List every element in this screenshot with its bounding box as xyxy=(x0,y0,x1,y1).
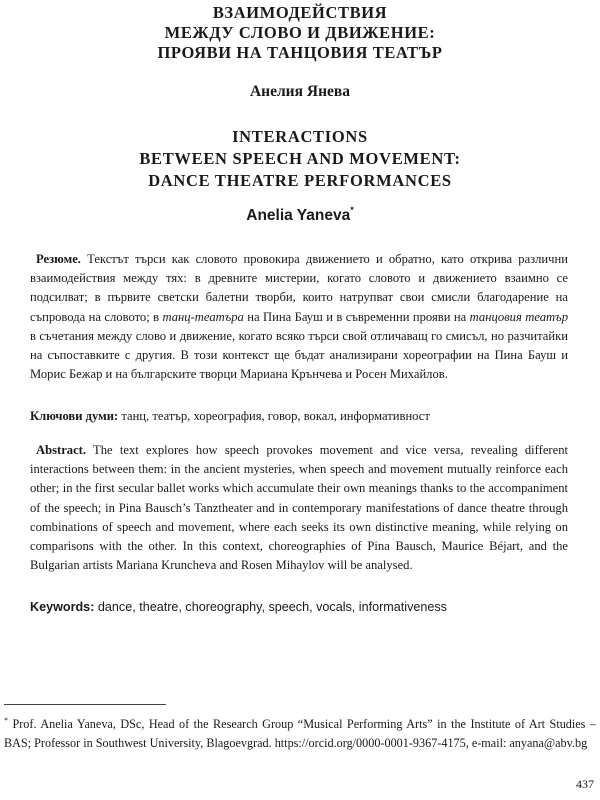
footnote-mark: * xyxy=(4,716,8,725)
abstract-bg-text-2: на Пина Бауш и в съвременни прояви на xyxy=(243,309,470,324)
abstract-bg-text-3: в съчетания между слово и движение, когато всяко търси свой отличаващ го смисъл, но разчитайки на съпоставките с другия. В този контекст ще бъдат анализирани хореографии на Пина Бауш и Морис Бежар и на българските творци Мариана Крънчева и Росен Михайлов. xyxy=(30,328,568,382)
keywords-bg-text: танц, театър, хореография, говор, вокал, информативност xyxy=(118,409,430,423)
keywords-en-label: Keywords: xyxy=(30,600,95,614)
author-name-en-text: Anelia Yaneva xyxy=(246,207,351,225)
title-en-line-1: INTERACTIONS xyxy=(232,127,368,146)
abstract-bg xyxy=(30,250,568,384)
abstract-bg-label: Резюме. xyxy=(36,252,81,266)
footnote-text: Prof. Anelia Yaneva, DSc, Head of the Research Group “Musical Performing Arts” in the Institute of Art Studies – BAS; Professor in Southwest University, Blagoevgrad. https://orcid.org/0000-0001-9367-4175, e-mail: anyana@abv.bg xyxy=(4,717,596,751)
title-bg-line-2: МЕЖДУ СЛОВО И ДВИЖЕНИЕ: xyxy=(164,23,436,42)
abstract-bg-emphasis-1: танц-театъра xyxy=(162,309,244,324)
keywords-en-text: dance, theatre, choreography, speech, vocals, informativeness xyxy=(94,600,447,614)
abstract-bg-text-1: Текстът търси как словото провокира движението и обратно, като открива различни взаимодействия между тях: в древните мистерии, когато словото и движението взаимно се подсилват; в първите светски балетни творби, които натрупват свои смисли благодарение на съпровода на словото; в xyxy=(30,252,568,324)
abstract-en-text: The text explores how speech provokes movement and vice versa, revealing different interactions between them: in the ancient mysteries, when speech and movement mutually reinforce each other; in the first secular ballet works which accumulate their own meanings thanks to the accompaniment of the speech; in Pina Bausch’s Tanztheater and in contemporary manifestations of dance theatre through combinations of speech and movement, where each seeks its own distinctive meaning, while relying on comparisons with the other. In this context, choreographies of Pina Bausch, Maurice Béjart, and the Bulgarian artists Mariana Kruncheva and Rosen Mihaylov will be analysed. xyxy=(30,443,568,573)
keywords-bg xyxy=(30,407,568,426)
footnote-reference-mark: * xyxy=(350,205,354,215)
abstract-bg-emphasis-2: танцовия театър xyxy=(469,309,568,324)
abstract-en-label: Abstract. xyxy=(36,443,87,457)
title-bg-line-3: ПРОЯВИ НА ТАНЦОВИЯ ТЕАТЪР xyxy=(157,43,443,62)
keywords-bg-label: Ключови думи: xyxy=(30,409,119,423)
keywords-en xyxy=(30,598,568,617)
title-bg-line-1: ВЗАИМОДЕЙСТВИЯ xyxy=(212,3,388,22)
footnote-divider xyxy=(4,704,166,705)
author-name-bg: Анелия Янева xyxy=(249,83,351,100)
page-number: 437 xyxy=(576,777,594,791)
abstract-en xyxy=(30,441,568,575)
author-name-en xyxy=(0,206,600,225)
title-en-line-3: DANCE THEATRE PERFORMANCES xyxy=(148,171,452,190)
title-en-line-2: BETWEEN SPEECH AND MOVEMENT: xyxy=(139,149,461,168)
author-footnote xyxy=(4,711,596,753)
